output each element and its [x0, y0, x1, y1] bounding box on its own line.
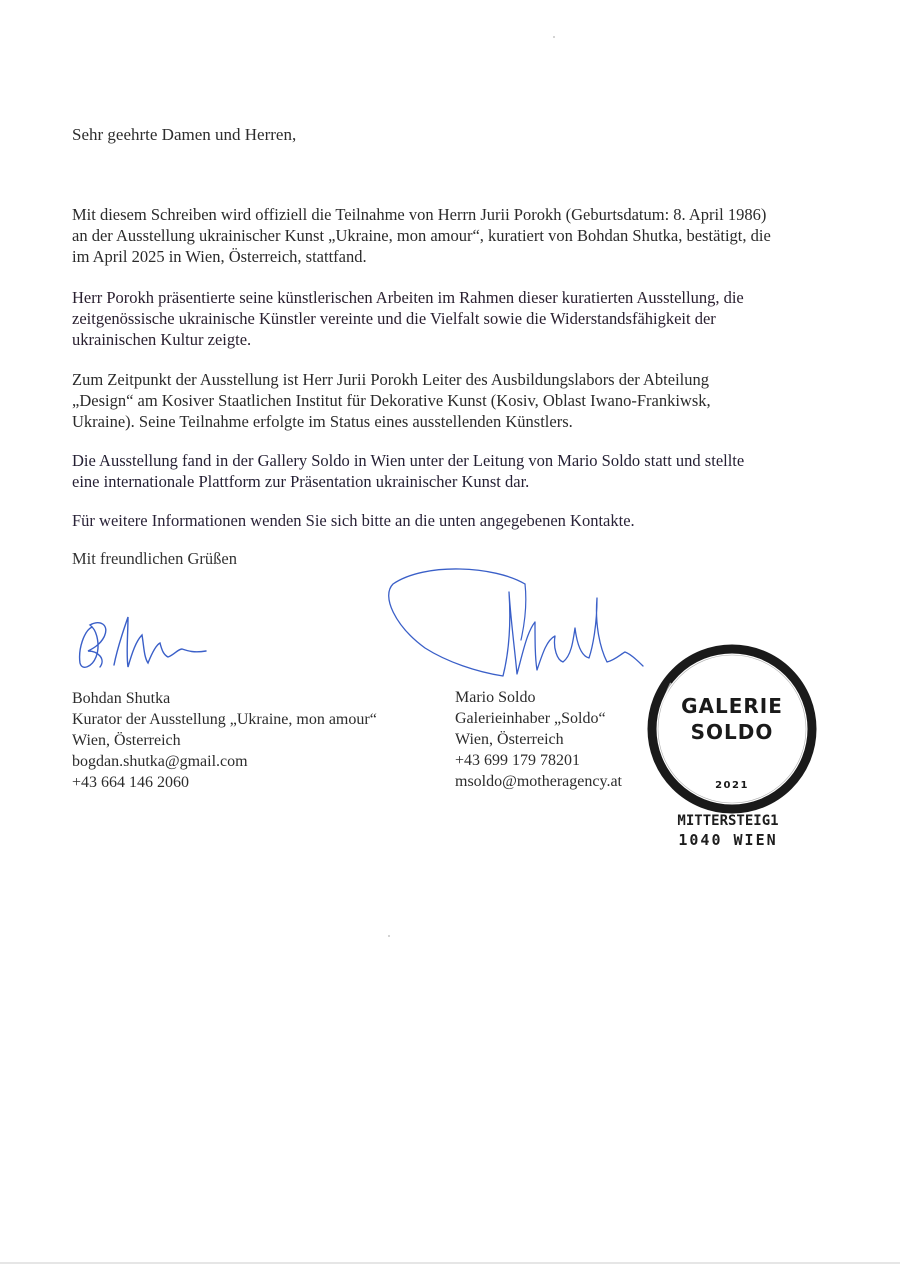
scan-speck [553, 36, 555, 38]
signatory-location: Wien, Österreich [455, 731, 564, 748]
galerie-soldo-stamp [646, 643, 818, 815]
letter-paragraph-1: Mit diesem Schreiben wird offiziell die Teilnahme von Herrn Jurii Porokh (Geburtsdatum: 8. April 1986) an der Ausstellung ukrainischer Kunst „Ukraine, mon amour“, kuratiert von Bohdan Shutka, bestätigt, die im April 2025 in Wien, Österreich, stattfand. [72, 205, 771, 266]
letter-paragraph-4: Die Ausstellung fand in der Gallery Soldo in Wien unter der Leitung von Mario Soldo statt und stellte eine internationale Plattform zur Präsentation ukrainischer Kunst dar. [72, 451, 745, 491]
letter-paragraph-5: Für weitere Informationen wenden Sie sich bitte an die unten angegebenen Kontakte. [72, 511, 635, 530]
signatory-location: Wien, Österreich [72, 732, 181, 749]
stamp-address-city: 1040 WIEN [678, 831, 778, 849]
letter-greeting: Sehr geehrte Damen und Herren, [72, 125, 297, 144]
scan-speck [388, 935, 390, 937]
signature-shutka-icon [70, 605, 240, 675]
stamp-name-line1: GALERIE [681, 694, 783, 718]
signatory-email: msoldo@motheragency.at [455, 773, 622, 790]
signatory-name: Bohdan Shutka [72, 690, 171, 707]
signatory-email: bogdan.shutka@gmail.com [72, 753, 248, 770]
signatory-shutka [72, 688, 377, 793]
signatory-phone: +43 699 179 78201 [455, 752, 581, 769]
scan-edge-line [0, 1262, 900, 1264]
signature-soldo-icon [385, 562, 655, 692]
letter-closing: Mit freundlichen Grüßen [72, 549, 237, 568]
stamp-year: 2021 [715, 780, 749, 791]
stamp-address-street: MITTERSTEIG1 [677, 813, 779, 829]
signatory-role: Galerieinhaber „Soldo“ [455, 710, 606, 727]
signatory-phone: +43 664 146 2060 [72, 774, 190, 791]
signatory-name: Mario Soldo [455, 689, 536, 706]
letter-paragraph-3: Zum Zeitpunkt der Ausstellung ist Herr Jurii Porokh Leiter des Ausbildungslabors der Abteilung „Design“ am Kosiver Staatlichen Institut für Dekorative Kunst (Kosiv, Oblast Iwano-Frankiwsk, Ukraine). Seine Teilnahme erfolgte im Status eines ausstellenden Künstlers. [72, 370, 711, 431]
stamp-name-line2: SOLDO [690, 720, 774, 744]
signatory-soldo [455, 687, 622, 792]
letter-paragraph-2: Herr Porokh präsentierte seine künstlerischen Arbeiten im Rahmen dieser kuratierten Ausstellung, die zeitgenössische ukrainische Künstler vereinte und die Vielfalt sowie die Widerstandsfähigkeit der ukrainischen Kultur zeigte. [72, 288, 744, 349]
signatory-role: Kurator der Ausstellung „Ukraine, mon amour“ [72, 711, 377, 728]
